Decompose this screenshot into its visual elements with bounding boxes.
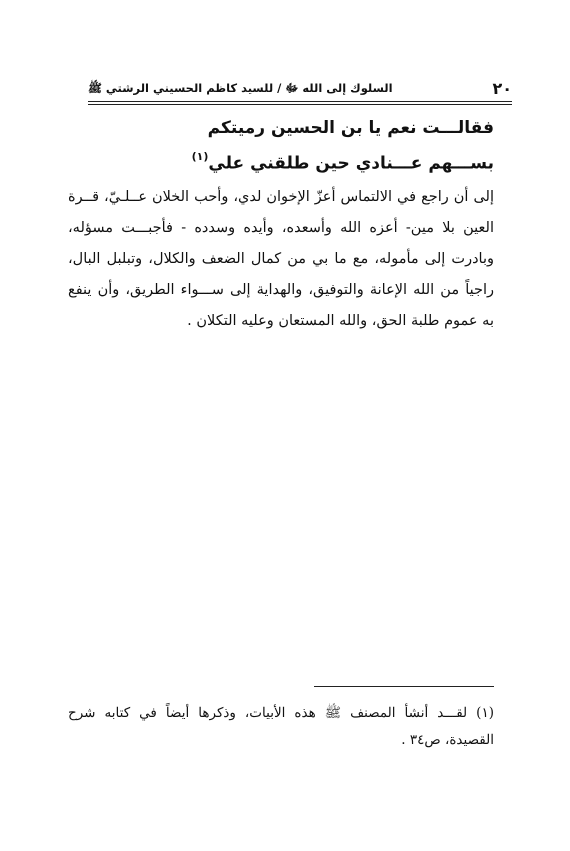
header-rule xyxy=(88,101,512,102)
verse-line-2-text: بســـهم عـــنادي حين طلقني علي xyxy=(208,153,494,174)
page-number: ٢٠ xyxy=(492,79,512,98)
header-rule-thin xyxy=(88,104,512,105)
verse-line-2 xyxy=(192,152,494,174)
footnote: (١) لقـــد أنشأ المصنف ﷺ هذه الأبيات، وذكرها أيضاً في كتابه شرح القصيدة، ص٣٤ . xyxy=(68,705,494,748)
page-header xyxy=(88,72,512,98)
footnote-reference: (١) xyxy=(191,150,209,163)
running-title: السلوك إلى الله ﷻ / للسيد كاظم الحسيني الرشتي ﷺ xyxy=(88,81,393,95)
footnote-separator xyxy=(314,686,494,687)
verse-line-1: فقالـــت نعم يا بن الحسين رميتكم xyxy=(207,118,494,138)
body-paragraph: إلى أن راجع في الالتماس أعزّ الإخوان لدي، وأحب الخلان عــلـيّ، قــرة العين بلا مين- أعزه الله وأسعده، وأيده وسدده - فأجبـــت مسؤله، وبادرت إلى مأموله، مع ما بي من كمال الضعف والكلال، وتبلبل البال، راجياً من الله الإعانة والتوفيق، والهداية إلى ســـواء الطريق، وأن ينفع به عموم طلبة الحق، والله المستعان وعليه التكلان . xyxy=(68,189,494,329)
